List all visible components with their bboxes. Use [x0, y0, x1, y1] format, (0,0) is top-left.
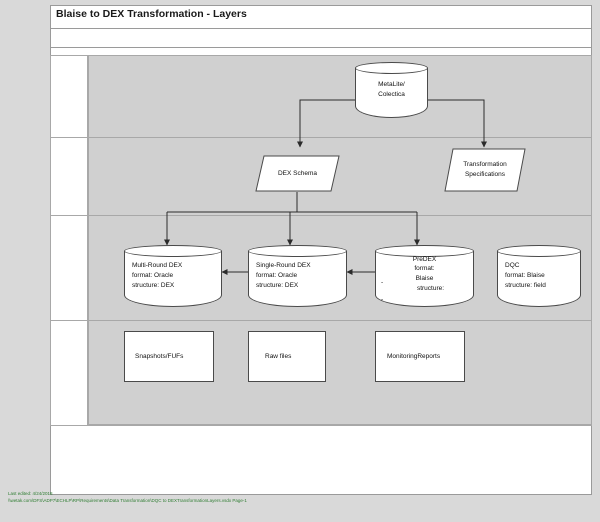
node-label: Single-Round DEX format: Oracle structure: DEX	[256, 262, 311, 289]
node-label: DEX Schema	[277, 169, 318, 177]
node-single-round-dex[interactable]	[248, 245, 347, 307]
node-transformation-specifications[interactable]	[444, 148, 526, 192]
node-label: Raw files	[265, 353, 292, 360]
node-bullets: - -	[381, 279, 384, 304]
title-divider	[50, 28, 592, 29]
node-label: Snapshots/FUFs	[135, 353, 184, 360]
footer-path: \\wetak.com\DFS\ADP7\ECHLP\RP\Requirements\Data Transformation\DQC to DEXTransformationLayers.vsdx Page-1	[8, 497, 247, 503]
node-label: DQC format: Blaise structure: field	[505, 262, 546, 289]
swimlane-divider-top	[50, 55, 592, 56]
footer-last-edited: Last edited: 4/24/2018	[8, 490, 53, 496]
swimlane-label-column	[50, 55, 88, 425]
swimlane-divider-bottom	[50, 425, 592, 426]
node-predex[interactable]	[375, 245, 474, 307]
swimlane-divider-1	[50, 137, 592, 138]
swimlane-divider-3	[50, 320, 592, 321]
node-raw-files[interactable]	[248, 331, 326, 382]
node-metalite-colectica[interactable]	[355, 62, 428, 118]
node-multi-round-dex[interactable]	[124, 245, 222, 307]
footer	[8, 490, 247, 504]
node-label: MetaLite/ Colectica	[378, 81, 405, 98]
swimlane-divider-2	[50, 215, 592, 216]
page-title: Blaise to DEX Transformation - Layers	[56, 8, 247, 20]
node-snapshots-fufs[interactable]	[124, 331, 214, 382]
node-label: Transformation Specifications	[463, 161, 507, 178]
header-divider	[50, 47, 592, 48]
node-monitoring-reports[interactable]	[375, 331, 465, 382]
node-label: PreDEX format: Blaise structure:	[412, 255, 445, 292]
node-label: Multi-Round DEX format: Oracle structure: DEX	[132, 262, 183, 289]
node-label: MonitoringReports	[387, 353, 441, 360]
node-dqc[interactable]	[497, 245, 581, 307]
node-dex-schema[interactable]	[255, 155, 340, 192]
